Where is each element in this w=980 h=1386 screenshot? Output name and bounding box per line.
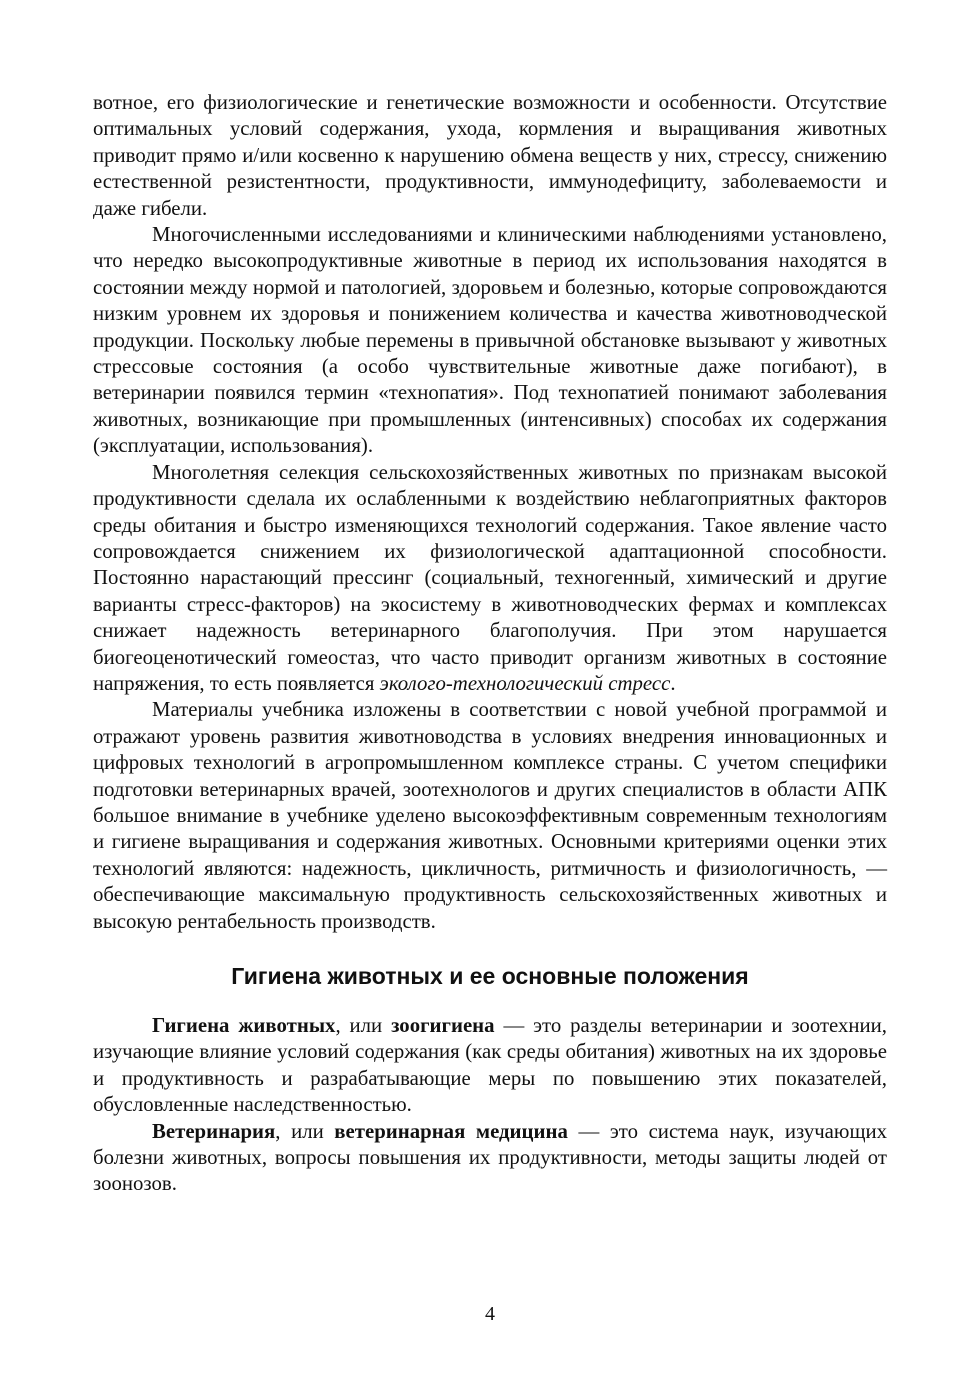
- definition-connector: , или: [335, 1014, 392, 1037]
- paragraph-3: [93, 460, 887, 698]
- paragraph-4: Материалы учебника изложены в соответствии с новой учебной программой и отражают уровень развития животноводства в условиях внедрения инновационных и цифровых технологий в агропромышленном комплексе страны. С учетом специфики подготовки ветеринарных врачей, зоотехнологов и других специалистов в области АПК большое внимание в учебнике уделено высокоэффективным современным технологиям и гигиене выращивания и содержания животных. Основными критериями оценки этих технологий являются: надежность, цикличность, ритмичность и физиологичность, — обеспечивающие максимальную продуктивность сельскохозяйственных животных и высокую рентабельность производств.: [93, 698, 887, 933]
- definition-connector: , или: [275, 1119, 335, 1143]
- paragraph-2: Многочисленными исследованиями и клиническими наблюдениями установлено, что нередко высокопродуктивные животные в период их использования находятся в состоянии между нормой и патологией, здоровьем и болезнью, которые сопровождаются низким уровнем их здоровья и понижением количества и качества животноводческой продукции. Поскольку любые перемены в привычной обстановке вызывают у животных стрессовые состояния (а особо чувствительные животные даже погибают), в ветеринарии появился термин «технопатия». Под технопатией понимают заболевания животных, возникающие при промышленных (интенсивных) способах их содержания (эксплуатации, использования).: [93, 223, 887, 458]
- definition-text: — это система наук, изучающих болезни животных, вопросы повышения их продуктивности, методы защиты людей от зоонозов.: [93, 1119, 887, 1196]
- term-zoohygiene: зоогигиена: [391, 1014, 495, 1037]
- term-veterinary-medicine: ветеринарная медицина: [334, 1119, 568, 1143]
- term-veterinary: Ветеринария: [152, 1119, 276, 1143]
- definition-text: — это разделы ветеринарии и зоотехнии, изучающие влияние условий содержания (как среды обитания) животных на их здоровье и продуктивность и разрабатывающие меры по повышению этих показателей, обусловленные наследственностью.: [93, 1014, 887, 1117]
- paragraph-3-emphasis: эколого-технологический стресс: [379, 671, 671, 695]
- term-animal-hygiene: Гигиена животных: [152, 1014, 336, 1037]
- definition-veterinary: [93, 1119, 887, 1198]
- section-heading: Гигиена животных и ее основные положения: [231, 963, 749, 989]
- paragraph-3-text: Многолетняя селекция сельскохозяйственных животных по признакам высокой продуктивности сделала их ослабленными к воздействию неблагоприятных факторов среды обитания и быстро изменяющихся технологий содержания. Такое явление часто сопровождается снижением их физиологической адаптационной способности. Постоянно нарастающий прессинг (социальный, техногенный, химический и другие варианты стресс-факторов) на экосистему в животноводческих фермах и комплексах снижает надежность ветеринарного благополучия. При этом нарушается биогеоценотический гомеостаз, что часто приводит организм животных в состояние напряжения, то есть появляется: [93, 460, 887, 695]
- page-number: 4: [485, 1303, 495, 1325]
- paragraph-3-end: .: [670, 671, 676, 695]
- paragraph-1: вотное, его физиологические и генетические возможности и особенности. Отсутствие оптимальных условий содержания, ухода, кормления и выращивания животных приводит прямо и/или косвенно к нарушению обмена веществ у них, стрессу, снижению естественной резистентности, продуктивности, иммунодефициту, заболеваемости и даже гибели.: [93, 91, 887, 220]
- definition-zoohygiene: [93, 1013, 887, 1119]
- page-content: [93, 90, 887, 1198]
